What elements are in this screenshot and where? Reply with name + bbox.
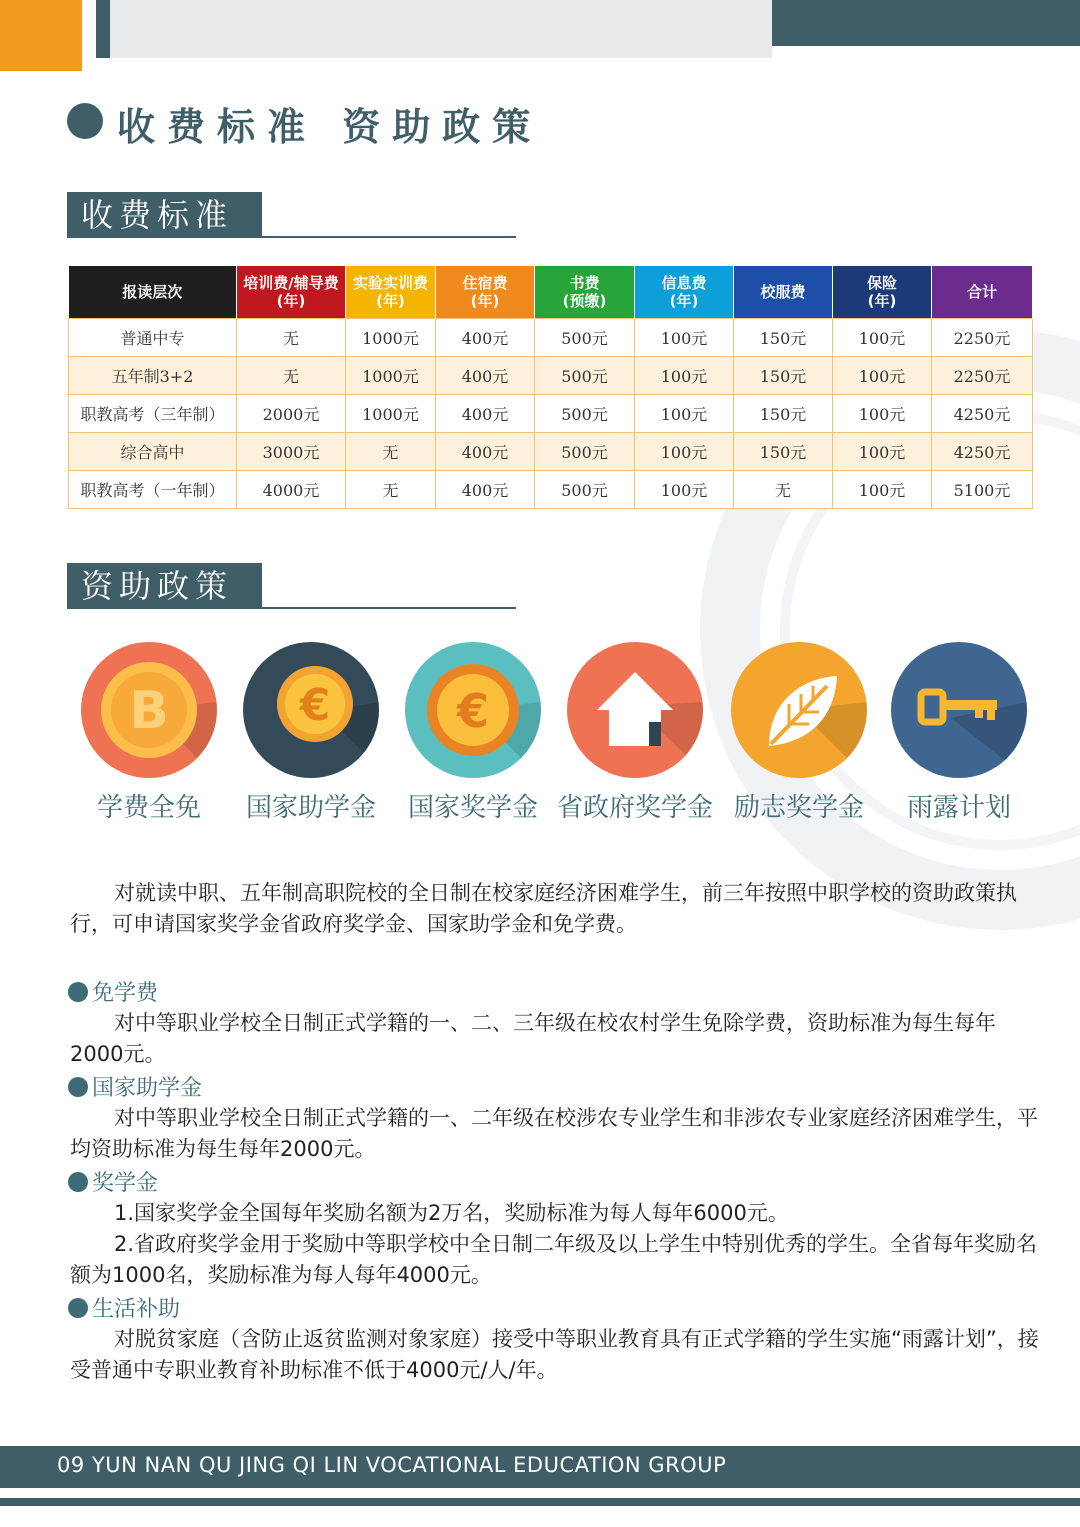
table-cell: 400元 [436,433,535,471]
svg-text:€: € [456,684,490,738]
aid-label-national-grant: 国家助学金 [245,793,376,823]
policy-text: 对中等职业学校全日制正式学籍的一、二、三年级在校农村学生免除学费，资助标准为每生每年2000元。 [70,1011,996,1066]
table-cell: 400元 [436,471,535,509]
table-cell: 100元 [833,471,932,509]
policy-text: 对脱贫家庭（含防止返贫监测对象家庭）接受中等职业教育具有正式学籍的学生实施“雨露计划”，接受普通中专职业教育补助标准不低于4000元/人/年。 [70,1327,1039,1382]
table-header-cell: 报读层次 [69,266,237,319]
heading-bullet-icon [67,103,103,139]
table-header-cell: 信息费 (年) [635,266,734,319]
table-cell: 无 [237,357,346,395]
table-cell: 无 [346,433,436,471]
aid-label-national-scholarship: 国家奖学金 [407,793,538,823]
footer-text: 09 YUN NAN QU JING QI LIN VOCATIONAL EDUCATION GROUP [57,1453,727,1477]
table-cell: 2000元 [237,395,346,433]
table-cell: 4250元 [932,433,1033,471]
table-cell: 1000元 [346,395,436,433]
aid-label-rain-dew-plan: 雨露计划 [906,793,1011,823]
table-cell: 100元 [635,395,734,433]
top-gray-banner [110,0,772,58]
fees-table [68,266,1033,509]
policy-heading-tuition-waiver: 免学费 [68,976,158,1007]
table-row [69,433,1033,471]
aid-label-provincial-scholarship: 省政府奖学金 [556,793,713,823]
section-label-aid: 资助政策 [67,563,262,609]
bitcoin-coin-icon [81,642,217,778]
bullet-icon [68,1077,88,1097]
table-header-cell: 保险 (年) [833,266,932,319]
key-icon [891,642,1027,778]
policy-heading-living-subsidy: 生活补助 [68,1292,180,1323]
table-cell: 5100元 [932,471,1033,509]
table-cell: 100元 [635,319,734,357]
table-cell: 1000元 [346,357,436,395]
table-cell: 500元 [535,471,635,509]
table-cell: 1000元 [346,319,436,357]
table-cell: 150元 [734,395,833,433]
euro-coin-icon [243,642,379,778]
top-orange-block [0,0,82,71]
table-row [69,357,1033,395]
aid-label-tuition-waiver: 学费全免 [96,793,201,823]
svg-text:€: € [299,680,331,731]
section-underline-aid [67,607,516,609]
table-header-cell: 校服费 [734,266,833,319]
bullet-icon [68,1298,88,1318]
intro-paragraph: 对就读中职、五年制高职院校的全日制在校家庭经济困难学生，前三年按照中职学校的资助政策执行，可申请国家奖学金省政府奖学金、国家助学金和免学费。 [70,881,1017,936]
table-cell: 500元 [535,433,635,471]
table-cell: 2250元 [932,319,1033,357]
table-row-label: 综合高中 [69,433,237,471]
section-label-fees: 收费标准 [67,192,262,238]
table-cell: 3000元 [237,433,346,471]
policy-heading-national-grant: 国家助学金 [68,1071,202,1102]
euro-coin-icon [405,642,541,778]
table-header-cell: 住宿费 (年) [436,266,535,319]
leaf-icon [731,642,867,778]
table-cell: 400元 [436,319,535,357]
table-row-label: 普通中专 [69,319,237,357]
table-cell: 500元 [535,319,635,357]
table-cell: 无 [237,319,346,357]
table-cell: 500元 [535,395,635,433]
table-cell: 100元 [635,471,734,509]
table-row-label: 五年制3+2 [69,357,237,395]
table-row [69,319,1033,357]
bullet-icon [68,982,88,1002]
table-cell: 无 [734,471,833,509]
table-cell: 100元 [635,433,734,471]
policy-text: 1.国家奖学金全国每年奖励名额为2万名，奖励标准为每人每年6000元。 [114,1201,789,1225]
top-dark-stripe [96,0,110,58]
section-underline-fees [67,236,516,238]
table-cell: 500元 [535,357,635,395]
table-row-label: 职教高考（一年制） [69,471,237,509]
policy-heading-scholarship: 奖学金 [68,1166,158,1197]
bullet-icon [68,1172,88,1192]
table-cell: 100元 [833,433,932,471]
aid-label-motivation-scholarship: 励志奖学金 [733,793,864,823]
table-cell: 100元 [833,357,932,395]
table-cell: 150元 [734,319,833,357]
table-cell: 4250元 [932,395,1033,433]
top-right-banner [772,0,1080,46]
svg-text:B: B [129,681,169,741]
table-cell: 100元 [833,395,932,433]
table-header-cell: 培训费/辅导费 (年) [237,266,346,319]
table-header-row [69,266,1033,319]
table-cell: 2250元 [932,357,1033,395]
table-cell: 400元 [436,357,535,395]
house-icon [567,642,703,778]
table-row-label: 职教高考（三年制） [69,395,237,433]
table-row [69,471,1033,509]
policy-text: 2.省政府奖学金用于奖励中等职学校中全日制二年级及以上学生中特别优秀的学生。全省每年奖励名额为1000名，奖励标准为每人每年4000元。 [70,1232,1038,1287]
table-cell: 100元 [833,319,932,357]
table-cell: 150元 [734,433,833,471]
table-cell: 400元 [436,395,535,433]
table-cell: 100元 [635,357,734,395]
footer-line [0,1498,1080,1506]
table-header-cell: 书费 (预缴) [535,266,635,319]
policy-text: 对中等职业学校全日制正式学籍的一、二年级在校涉农专业学生和非涉农专业家庭经济困难学生，平均资助标准为每生每年2000元。 [70,1106,1038,1161]
table-cell: 4000元 [237,471,346,509]
table-header-cell: 实验实训费 (年) [346,266,436,319]
table-row [69,395,1033,433]
table-cell: 150元 [734,357,833,395]
table-header-cell: 合计 [932,266,1033,319]
table-cell: 无 [346,471,436,509]
page-title: 收费标准 资助政策 [117,105,543,149]
